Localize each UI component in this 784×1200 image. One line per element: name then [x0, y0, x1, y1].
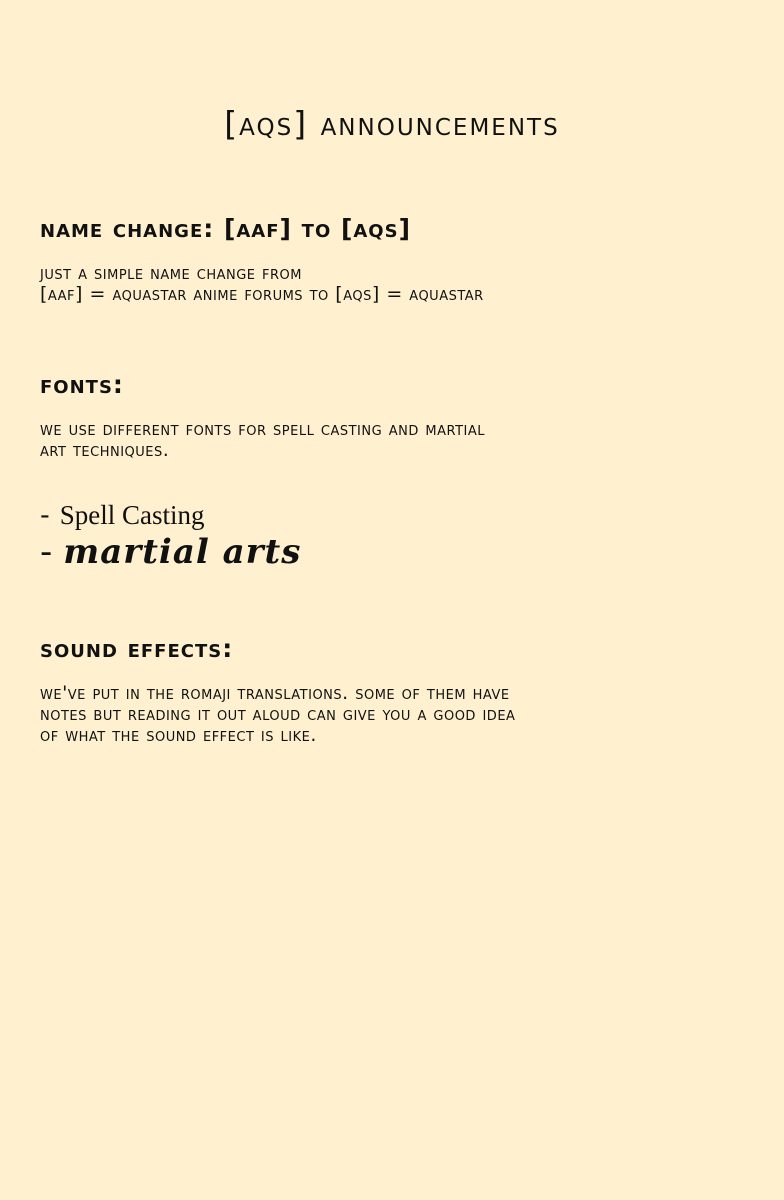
section-heading: fonts: [40, 370, 124, 399]
section-body: we've put in the romaji translations. some of them have notes but reading it out aloud can give you a good idea of what the sound effect is like. [40, 682, 516, 746]
page-title: [aqs] announcements [224, 104, 560, 143]
section-body: we use different fonts for spell casting and martial art techniques. [40, 418, 485, 461]
section-fonts [40, 370, 740, 461]
spell-casting-font-sample [40, 500, 205, 531]
section-name-change [40, 214, 740, 305]
martial-arts-label: martial arts [63, 532, 302, 572]
section-body: just a simple name change from [aaf] = aquastar anime forums to [aqs] = aquastar [40, 262, 484, 305]
martial-arts-font-sample [40, 532, 301, 572]
section-sound-effects [40, 634, 740, 746]
spell-casting-label: Spell Casting [59, 500, 205, 530]
section-heading: name change: [aaf] to [aqs] [40, 214, 411, 243]
section-heading: sound effects: [40, 634, 234, 663]
list-dash: - [40, 500, 50, 531]
list-dash: - [40, 532, 54, 572]
